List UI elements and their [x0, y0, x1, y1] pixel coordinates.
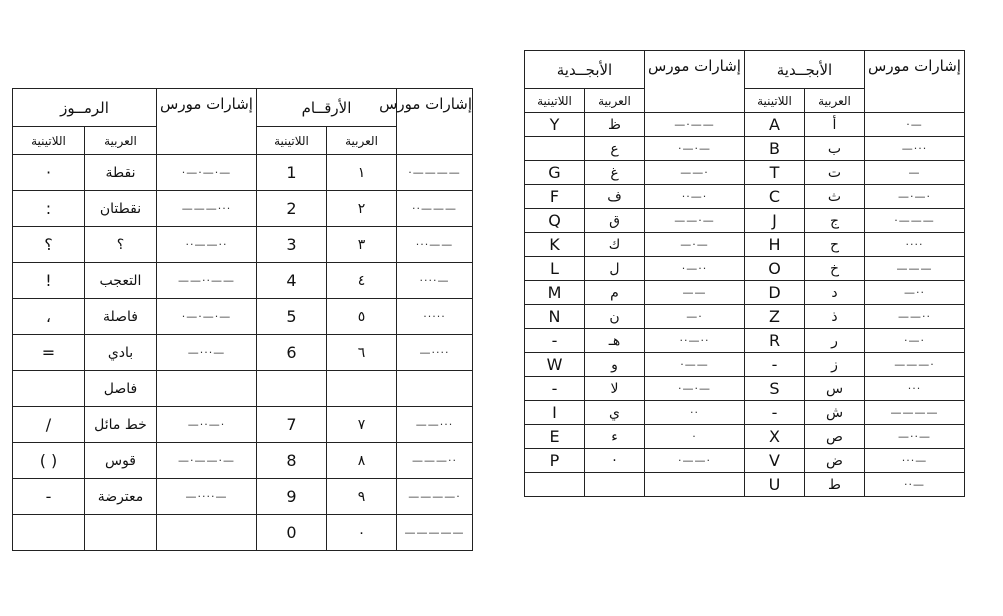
table-row — [525, 113, 965, 137]
letter-morse-left: ——·— — [645, 209, 745, 233]
table-row — [525, 209, 965, 233]
digit-morse: ————— — [397, 515, 473, 551]
alphabet-morse-header-right: إشارات مورس — [865, 51, 965, 113]
letter-morse-left: ·—·— — [645, 377, 745, 401]
digits-morse-header: إشارات مورس — [397, 89, 473, 155]
symbols-header: الرمــوز — [13, 89, 157, 127]
symbol-morse: ——··—— — [157, 263, 257, 299]
symbol-latin — [13, 371, 85, 407]
letter-arabic-left: ف — [585, 185, 645, 209]
digit-latin: 9 — [257, 479, 327, 515]
alphabet-header-left: الأبجــدية — [525, 51, 645, 89]
letter-arabic-left: ظ — [585, 113, 645, 137]
digit-latin: 1 — [257, 155, 327, 191]
letter-latin-left: I — [525, 401, 585, 425]
symbol-morse: ·—·—·— — [157, 155, 257, 191]
digit-morse: ·———— — [397, 155, 473, 191]
letter-arabic-right: ص — [805, 425, 865, 449]
letter-arabic-right: أ — [805, 113, 865, 137]
symbol-latin: ! — [13, 263, 85, 299]
table-row — [13, 263, 473, 299]
letter-arabic-right: س — [805, 377, 865, 401]
symbol-latin: ، — [13, 299, 85, 335]
letter-latin-right: B — [745, 137, 805, 161]
symbol-arabic — [85, 515, 157, 551]
symbol-latin: : — [13, 191, 85, 227]
symbol-morse — [157, 515, 257, 551]
letter-latin-right: A — [745, 113, 805, 137]
letter-morse-right: ·——— — [865, 209, 965, 233]
letter-latin-left: L — [525, 257, 585, 281]
digit-morse: ····· — [397, 299, 473, 335]
letter-latin-right: U — [745, 473, 805, 497]
table-row — [525, 377, 965, 401]
digit-arabic: ٥ — [327, 299, 397, 335]
letter-arabic-left: هـ — [585, 329, 645, 353]
letter-morse-right: ···· — [865, 233, 965, 257]
alphabet-arabic-subheader-right: العربية — [805, 89, 865, 113]
letter-morse-right: ·—· — [865, 329, 965, 353]
table-row — [13, 227, 473, 263]
letter-latin-left: W — [525, 353, 585, 377]
letter-morse-right: ··— — [865, 473, 965, 497]
letter-arabic-left: ء — [585, 425, 645, 449]
letter-morse-left: —· — [645, 305, 745, 329]
table-row — [13, 155, 473, 191]
symbol-morse: —·——·— — [157, 443, 257, 479]
table-row — [525, 401, 965, 425]
letter-arabic-left: · — [585, 449, 645, 473]
symbol-arabic: خط مائل — [85, 407, 157, 443]
letter-morse-left: ·—·· — [645, 257, 745, 281]
symbol-arabic: نقطة — [85, 155, 157, 191]
digit-latin: 6 — [257, 335, 327, 371]
letter-morse-left: —·— — [645, 233, 745, 257]
alphabet-latin-subheader-right: اللاتينية — [745, 89, 805, 113]
digit-arabic: ٢ — [327, 191, 397, 227]
letter-latin-right: J — [745, 209, 805, 233]
table-row — [13, 191, 473, 227]
symbol-arabic: فاصل — [85, 371, 157, 407]
symbol-morse: ··——·· — [157, 227, 257, 263]
letter-morse-right: ——·· — [865, 305, 965, 329]
digit-arabic — [327, 371, 397, 407]
letter-morse-left: ·—— — [645, 353, 745, 377]
letter-morse-right: ···— — [865, 449, 965, 473]
table-row — [525, 137, 965, 161]
digit-arabic: ١ — [327, 155, 397, 191]
table-row — [525, 353, 965, 377]
symbol-morse: ———··· — [157, 191, 257, 227]
letter-arabic-left: م — [585, 281, 645, 305]
letter-latin-left: Y — [525, 113, 585, 137]
symbol-arabic: ؟ — [85, 227, 157, 263]
digit-morse: ———·· — [397, 443, 473, 479]
letter-latin-right: R — [745, 329, 805, 353]
symbol-arabic: بادي — [85, 335, 157, 371]
letter-arabic-left — [585, 473, 645, 497]
symbol-latin: = — [13, 335, 85, 371]
letter-morse-left: —·—— — [645, 113, 745, 137]
letter-latin-right: - — [745, 401, 805, 425]
table-row — [13, 407, 473, 443]
table-row — [525, 305, 965, 329]
symbol-arabic: معترضة — [85, 479, 157, 515]
symbols-arabic-subheader: العربية — [85, 127, 157, 155]
letter-morse-right: —··— — [865, 425, 965, 449]
digit-latin: 2 — [257, 191, 327, 227]
letter-arabic-right: ط — [805, 473, 865, 497]
letter-latin-left: M — [525, 281, 585, 305]
symbol-latin: ؟ — [13, 227, 85, 263]
letter-latin-left: K — [525, 233, 585, 257]
letter-latin-left: P — [525, 449, 585, 473]
letter-arabic-left: ع — [585, 137, 645, 161]
letter-arabic-right: ش — [805, 401, 865, 425]
letter-arabic-left: لا — [585, 377, 645, 401]
symbol-latin: - — [13, 479, 85, 515]
letter-latin-right: S — [745, 377, 805, 401]
symbol-latin: · — [13, 155, 85, 191]
digit-arabic: ٩ — [327, 479, 397, 515]
letter-arabic-right: ب — [805, 137, 865, 161]
digit-latin: 5 — [257, 299, 327, 335]
letter-morse-left: —— — [645, 281, 745, 305]
letter-morse-left: · — [645, 425, 745, 449]
letter-morse-right: —·· — [865, 281, 965, 305]
letter-arabic-left: و — [585, 353, 645, 377]
table-row — [525, 185, 965, 209]
digit-arabic: ٠ — [327, 515, 397, 551]
letter-arabic-right: خ — [805, 257, 865, 281]
letter-morse-right: ———· — [865, 353, 965, 377]
digit-morse: ————· — [397, 479, 473, 515]
letter-morse-right: ———— — [865, 401, 965, 425]
letter-arabic-right: ث — [805, 185, 865, 209]
letter-arabic-right: ذ — [805, 305, 865, 329]
digit-latin: 0 — [257, 515, 327, 551]
letter-latin-left: E — [525, 425, 585, 449]
digit-arabic: ٣ — [327, 227, 397, 263]
table-row — [13, 515, 473, 551]
letter-morse-right: ——— — [865, 257, 965, 281]
symbol-latin: ( ) — [13, 443, 85, 479]
digit-arabic: ٤ — [327, 263, 397, 299]
letter-latin-right: X — [745, 425, 805, 449]
digit-latin: 7 — [257, 407, 327, 443]
digit-morse: ··——— — [397, 191, 473, 227]
letter-morse-left: ·——· — [645, 449, 745, 473]
letter-arabic-right: ر — [805, 329, 865, 353]
letter-morse-right: ·— — [865, 113, 965, 137]
letter-latin-left: N — [525, 305, 585, 329]
symbols-morse-header: إشارات مورس — [157, 89, 257, 155]
letter-arabic-left: ق — [585, 209, 645, 233]
table-row — [525, 233, 965, 257]
symbols-digits-table — [12, 88, 473, 551]
alphabet-arabic-subheader-left: العربية — [585, 89, 645, 113]
letter-latin-right: V — [745, 449, 805, 473]
letter-arabic-right: د — [805, 281, 865, 305]
alphabet-latin-subheader-left: اللاتينية — [525, 89, 585, 113]
letter-arabic-right: ز — [805, 353, 865, 377]
alphabet-table — [524, 50, 965, 497]
table-row — [525, 449, 965, 473]
letter-morse-left: ··—·· — [645, 329, 745, 353]
letter-morse-left: ——· — [645, 161, 745, 185]
letter-latin-right: O — [745, 257, 805, 281]
digit-latin — [257, 371, 327, 407]
letter-latin-right: D — [745, 281, 805, 305]
symbol-arabic: قوس — [85, 443, 157, 479]
digit-morse: —···· — [397, 335, 473, 371]
table-row — [13, 335, 473, 371]
symbol-morse: —···— — [157, 335, 257, 371]
table-row — [13, 371, 473, 407]
letter-arabic-right: ج — [805, 209, 865, 233]
letter-arabic-right: ح — [805, 233, 865, 257]
letter-arabic-left: ن — [585, 305, 645, 329]
digit-morse: ····— — [397, 263, 473, 299]
letter-latin-left: G — [525, 161, 585, 185]
table-row — [525, 161, 965, 185]
letter-arabic-left: ك — [585, 233, 645, 257]
letter-morse-left: ·· — [645, 401, 745, 425]
table-row — [525, 281, 965, 305]
symbol-morse: —··—· — [157, 407, 257, 443]
symbol-latin: / — [13, 407, 85, 443]
symbols-latin-subheader: اللاتينية — [13, 127, 85, 155]
symbol-latin — [13, 515, 85, 551]
letter-morse-right: —··· — [865, 137, 965, 161]
letter-latin-left: Q — [525, 209, 585, 233]
letter-morse-right: ··· — [865, 377, 965, 401]
digit-arabic: ٨ — [327, 443, 397, 479]
letter-latin-left: F — [525, 185, 585, 209]
letter-latin-right: - — [745, 353, 805, 377]
table-row — [13, 299, 473, 335]
letter-arabic-left: غ — [585, 161, 645, 185]
digits-arabic-subheader: العربية — [327, 127, 397, 155]
letter-latin-right: H — [745, 233, 805, 257]
digit-arabic: ٧ — [327, 407, 397, 443]
letter-morse-left: ··—· — [645, 185, 745, 209]
letter-latin-right: Z — [745, 305, 805, 329]
letter-latin-left: - — [525, 377, 585, 401]
letter-latin-right: T — [745, 161, 805, 185]
letter-latin-left: - — [525, 329, 585, 353]
digit-latin: 4 — [257, 263, 327, 299]
letter-latin-left — [525, 473, 585, 497]
digits-latin-subheader: اللاتينية — [257, 127, 327, 155]
digits-header: الأرقــام — [257, 89, 397, 127]
table-row — [13, 443, 473, 479]
letter-latin-right: C — [745, 185, 805, 209]
letter-morse-right: —·—· — [865, 185, 965, 209]
symbol-arabic: نقطتان — [85, 191, 157, 227]
letter-arabic-right: ت — [805, 161, 865, 185]
digit-latin: 3 — [257, 227, 327, 263]
symbol-arabic: التعجب — [85, 263, 157, 299]
table-row — [525, 425, 965, 449]
digit-morse — [397, 371, 473, 407]
letter-arabic-left: ي — [585, 401, 645, 425]
digit-latin: 8 — [257, 443, 327, 479]
letter-morse-left — [645, 473, 745, 497]
letter-arabic-left: ل — [585, 257, 645, 281]
letter-arabic-right: ض — [805, 449, 865, 473]
symbol-morse: —····— — [157, 479, 257, 515]
letter-morse-left: ·—·— — [645, 137, 745, 161]
table-row — [13, 479, 473, 515]
alphabet-morse-header-left: إشارات مورس — [645, 51, 745, 113]
symbol-morse: ·—·—·— — [157, 299, 257, 335]
digit-morse: ···—— — [397, 227, 473, 263]
symbol-arabic: فاصلة — [85, 299, 157, 335]
alphabet-header-right: الأبجــدية — [745, 51, 865, 89]
letter-morse-right: — — [865, 161, 965, 185]
table-row — [525, 257, 965, 281]
digit-arabic: ٦ — [327, 335, 397, 371]
table-row — [525, 329, 965, 353]
letter-latin-left — [525, 137, 585, 161]
table-row — [525, 473, 965, 497]
symbol-morse — [157, 371, 257, 407]
digit-morse: ——··· — [397, 407, 473, 443]
